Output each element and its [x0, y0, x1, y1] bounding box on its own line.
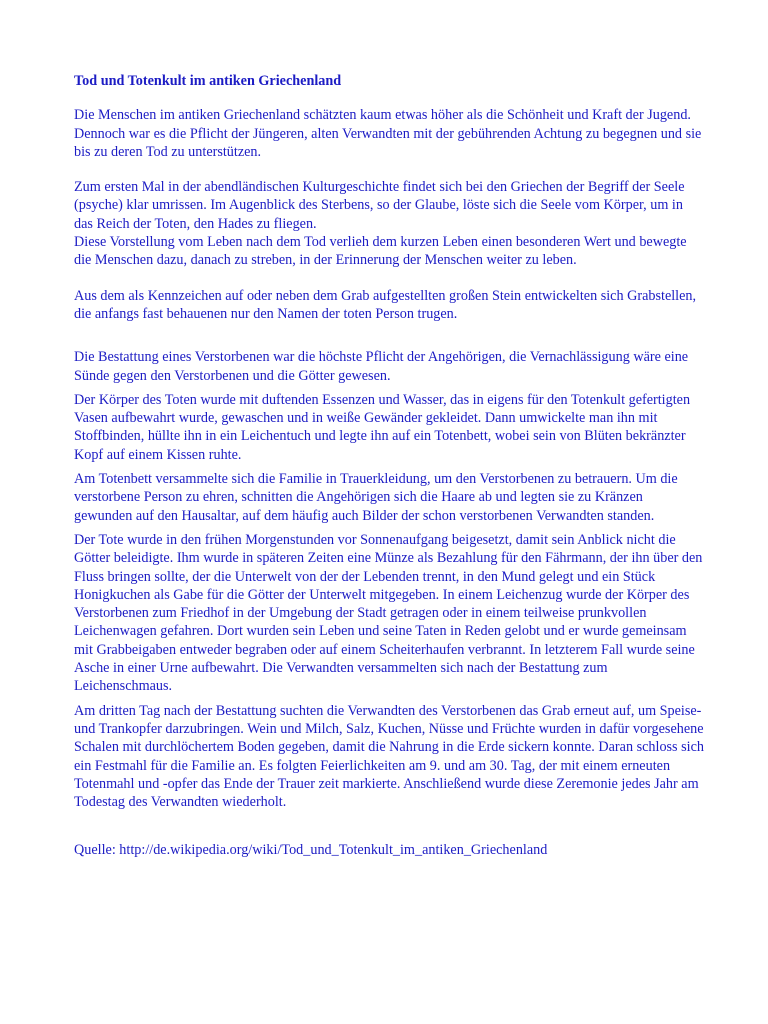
paragraph-afterlife-value: Diese Vorstellung vom Leben nach dem Tod verlieh dem kurzen Leben einen besonderen Wert und bewegte die Menschen dazu, danach zu streben, in der Erinnerung der Menschen weiter zu leben.	[74, 234, 687, 269]
paragraph-third-day-rites: Am dritten Tag nach der Bestattung suchten die Verwandten des Verstorbenen das Grab erneut auf, um Speise- und Trankopfer darzubringen. Wein und Milch, Salz, Kuchen, Nüsse und Früchte wurden in dafür vorgesehene Schalen mit durchlöchertem Boden gegeben, damit die Nahrung in die Erde sickern konnte. Daran schloss sich ein Festmahl für die Familie an. Es folgten Feierlichkeiten am 9. und am 30. Tag, der mit einem erneuten Totenmahl und -opfer das Ende der Trauer zeit markierte. Anschließend wurde diese Zeremonie jedes Jahr am Todestag des Verwandten wiederholt.	[74, 702, 704, 811]
paragraph-funeral-procession: Der Tote wurde in den frühen Morgenstunden vor Sonnenaufgang beigesetzt, damit sein Anblick nicht die Götter beleidigte. Ihm wurde in späteren Zeiten eine Münze als Bezahlung für den Fährmann, der ihn über den Fluss bringen sollte, der die Unterwelt von der der Lebenden trennt, in den Mund gelegt und ein Stück Honigkuchen als Gabe für die Götter der Unterwelt mitgegeben. In einem Leichenzug wurde der Körper des Verstorbenen zum Friedhof in der Umgebung der Stadt getragen oder in einem teilweise prunkvollen Leichenwagen gefahren. Dort wurden sein Leben und seine Taten in Reden gelobt und er wurde gemeinsam mit Grabbeigaben entweder begraben oder auf einem Scheiterhaufen verbrannt. In letzterem Fall wurde seine Asche in einer Urne aufbewahrt. Die Verwandten versammelten sich nach der Bestattung zum Leichenschmaus.	[74, 531, 703, 695]
paragraph-youth-respect: Die Menschen im antiken Griechenland schätzten kaum etwas höher als die Schönheit und Kraft der Jugend. Dennoch war es die Pflicht der Jüngeren, alten Verwandten mit der gebührenden Achtung zu begegnen und sie bis zu deren Tod zu unterstützen.	[74, 107, 702, 160]
paragraph-body-preparation: Der Körper des Toten wurde mit duftenden Essenzen und Wasser, das in eigens für den Totenkult gefertigten Vasen aufbewahrt wurde, gewaschen und in weiße Gewänder gekleidet. Dann umwickelte man ihn mit Stoffbinden, hüllte ihn in ein Leichentuch und legte ihn auf ein Totenbett, wobei sein von Blüten bekränzter Kopf auf einem Kissen ruhte.	[74, 391, 691, 463]
paragraph-burial-duty: Die Bestattung eines Verstorbenen war die höchste Pflicht der Angehörigen, die Vernachlässigung wäre eine Sünde gegen den Verstorbenen und die Götter gewesen.	[74, 349, 689, 384]
paragraph-grave-stones: Aus dem als Kennzeichen auf oder neben dem Grab aufgestellten großen Stein entwickelten sich Grabstellen, die anfangs fast behauenen nur den Namen der toten Person trugen.	[74, 287, 697, 322]
document-page	[74, 72, 704, 860]
document-title: Tod und Totenkult im antiken Griechenland	[74, 73, 342, 89]
source-citation: Quelle: http://de.wikipedia.org/wiki/Tod_und_Totenkult_im_antiken_Griechenland	[74, 842, 548, 859]
paragraph-soul-concept: Zum ersten Mal in der abendländischen Kulturgeschichte findet sich bei den Griechen der Begriff der Seele (psyche) klar umrissen. Im Augenblick des Sterbens, so der Glaube, löste sich die Seele vom Körper, um in das Reich der Toten, den Hades zu fliegen.	[74, 179, 685, 232]
paragraph-mourning-family: Am Totenbett versammelte sich die Familie in Trauerkleidung, um den Verstorbenen zu betrauern. Um die verstorbene Person zu ehren, schnitten die Angehörigen sich die Haare ab und legten sie zu Kränzen gewunden auf den Hausaltar, auf dem häufig auch Bilder der schon verstorbenen Verwandten standen.	[74, 471, 678, 524]
